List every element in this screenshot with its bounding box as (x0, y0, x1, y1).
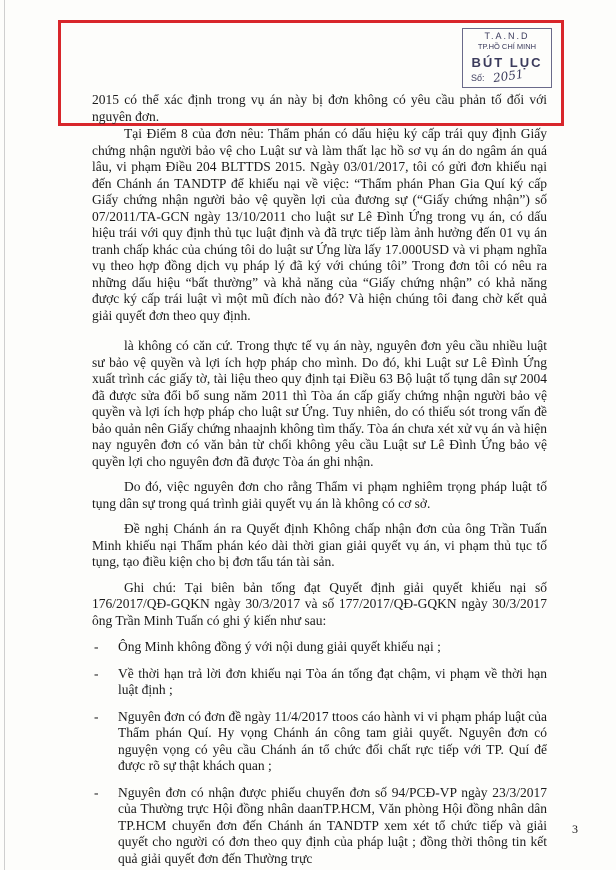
note-text: Về thời hạn trả lời đơn khiếu nại Tòa án tống đạt chậm, vi phạm về thời hạn luật định ; (118, 665, 547, 697)
paragraph-1: Tại Điểm 8 của đơn nêu: Thẩm phán có dấu hiệu ký cấp trái quy định Giấy chứng nhận người bảo vệ cho Luật sư và làm thất lạc hồ sơ vụ án do ngâm án quá lâu, vi phạm Điều 204 BLTTDS 2015. Ngày 03/01/2017, tôi có gửi đơn khiếu nại đến Chánh án TANDTP để khiếu nại về việc: “Thẩm phán Phan Gia Quí ký cấp Giấy chứng nhận người bảo vệ quyền lợi của đương sự (“Giấy chứng nhận”) số 07/2011/TA-GCN ngày 13/10/2011 cho luật sư Lê Đình Ứng trong vụ án, có dấu hiệu trái với quy định thủ tục luật định và đã trực tiếp làm ảnh hưởng đến 01 vụ án tranh chấp khác của chúng tôi do luật sư Ứng lừa lấy 17.000USD và vi phạm nghĩa vụ theo hợp đồng dịch vụ pháp lý đã ký với chúng tôi” Trong đơn tôi có nêu ra những dấu hiệu “bất thường” và khả năng của “Giấy chứng nhận” có khả năng được ký cấp trái luật vì một mũ đích nào đó? Và hiện chúng tôi đang chờ kết quả giải quyết đơn theo quy định. (92, 126, 547, 323)
list-item (92, 666, 547, 699)
stamp-line-3: BÚT LỤC (471, 55, 543, 70)
court-stamp (462, 28, 552, 88)
bullet-dash: - (94, 784, 99, 800)
page-number: 3 (572, 822, 578, 836)
bullet-dash: - (94, 639, 99, 654)
stamp-line-4: Số: (471, 73, 485, 83)
document-body (92, 126, 547, 867)
scan-edge-line (4, 0, 5, 870)
note-text: Ông Minh không đồng ý với nội dung giải quyết khiếu nại ; (118, 639, 441, 654)
note-text: Nguyên đơn có nhận được phiếu chuyển đơn số 94/PCĐ-VP ngày 23/3/2017 của Thường trực Hội đồng nhân daanTP.HCM, Văn phòng Hội đồng nhân dân TP.HCM chuyển đơn đến Chánh án TANDTP xem xét tổ chức tiếp và giải quyết cho người có đơn theo quy định của pháp luật ; đồng thời thông tin kết quả giải quyết đơn đến Thường trực (118, 784, 547, 866)
note-text: Nguyên đơn có đơn đề ngày 11/4/2017 ttoos cáo hành vi vi phạm pháp luật của Thẩm phán Quí. Hy vọng Chánh án công tam giải quyết. Nguyên đơn có nguyện vọng có yêu cầu Chánh án tổ chức đối chất rực tiếp với TP. Quí để được rõ sự thật khách quan ; (118, 708, 547, 773)
paragraph-4: Đề nghị Chánh án ra Quyết định Không chấp nhận đơn của ông Trần Tuấn Minh khiếu nại Thẩm phán kéo dài thời gian giải quyết vụ án, vi phạm thủ tục tố tụng, tạo điều kiện cho bị đơn tẩu tán tài sản. (92, 521, 547, 569)
stamp-number: 2051 (492, 66, 525, 86)
paragraph-5: Ghi chú: Tại biên bản tống đạt Quyết định giải quyết khiếu nại số 176/2017/QĐ-GQKN ngày 30/3/2017 và số 177/2017/QĐ-GQKN ngày 30/3/2017 ông Trần Minh Tuấn có ghi ý kiến như sau: (92, 579, 547, 628)
notes-list (92, 639, 547, 867)
list-item (92, 639, 547, 656)
paragraph-2: là không có căn cứ. Trong thực tế vụ án này, nguyên đơn yêu cầu nhiều luật sư bảo vệ quyền và lợi ích hợp pháp cho mình. Do đó, khi Luật sư Lê Đình Ứng xuất trình các giấy tờ, tài liệu theo quy định tại Điều 63 Bộ luật tố tụng dân sự 2004 đã được sửa đổi bổ sung năm 2011 thì Tòa án cấp giấy chứng nhận người bảo vệ quyền và lợi ích hợp pháp cho luật sư Ứng. Tuy nhiên, do có thiếu sót trong vấn đề bảo quản nên Giấy chứng nhaajnh không tìm thấy. Tòa án chưa xét xử vụ án và hiện nay nguyên đơn có văn bản từ chối không yêu cầu Luật sư Lê Đình Ứng bảo vệ quyền lợi cho nguyên đơn đã được Tòa án ghi nhận. (92, 338, 547, 469)
stamp-line-2: TP.HỒ CHÍ MINH (477, 42, 537, 51)
list-item (92, 709, 547, 775)
list-item (92, 785, 547, 868)
paragraph-3: Do đó, việc nguyên đơn cho rằng Thẩm vi phạm nghiêm trọng pháp luật tố tụng dân sự trong quá trình giải quyết vụ án là không có cơ sở. (92, 479, 547, 511)
bullet-dash: - (94, 665, 99, 681)
top-paragraph: 2015 có thể xác định trong vụ án này bị đơn không có yêu cầu phản tố đối với nguyên đơn. (92, 92, 547, 124)
bullet-dash: - (94, 708, 99, 724)
stamp-line-1: T.A.N.D (484, 31, 530, 41)
